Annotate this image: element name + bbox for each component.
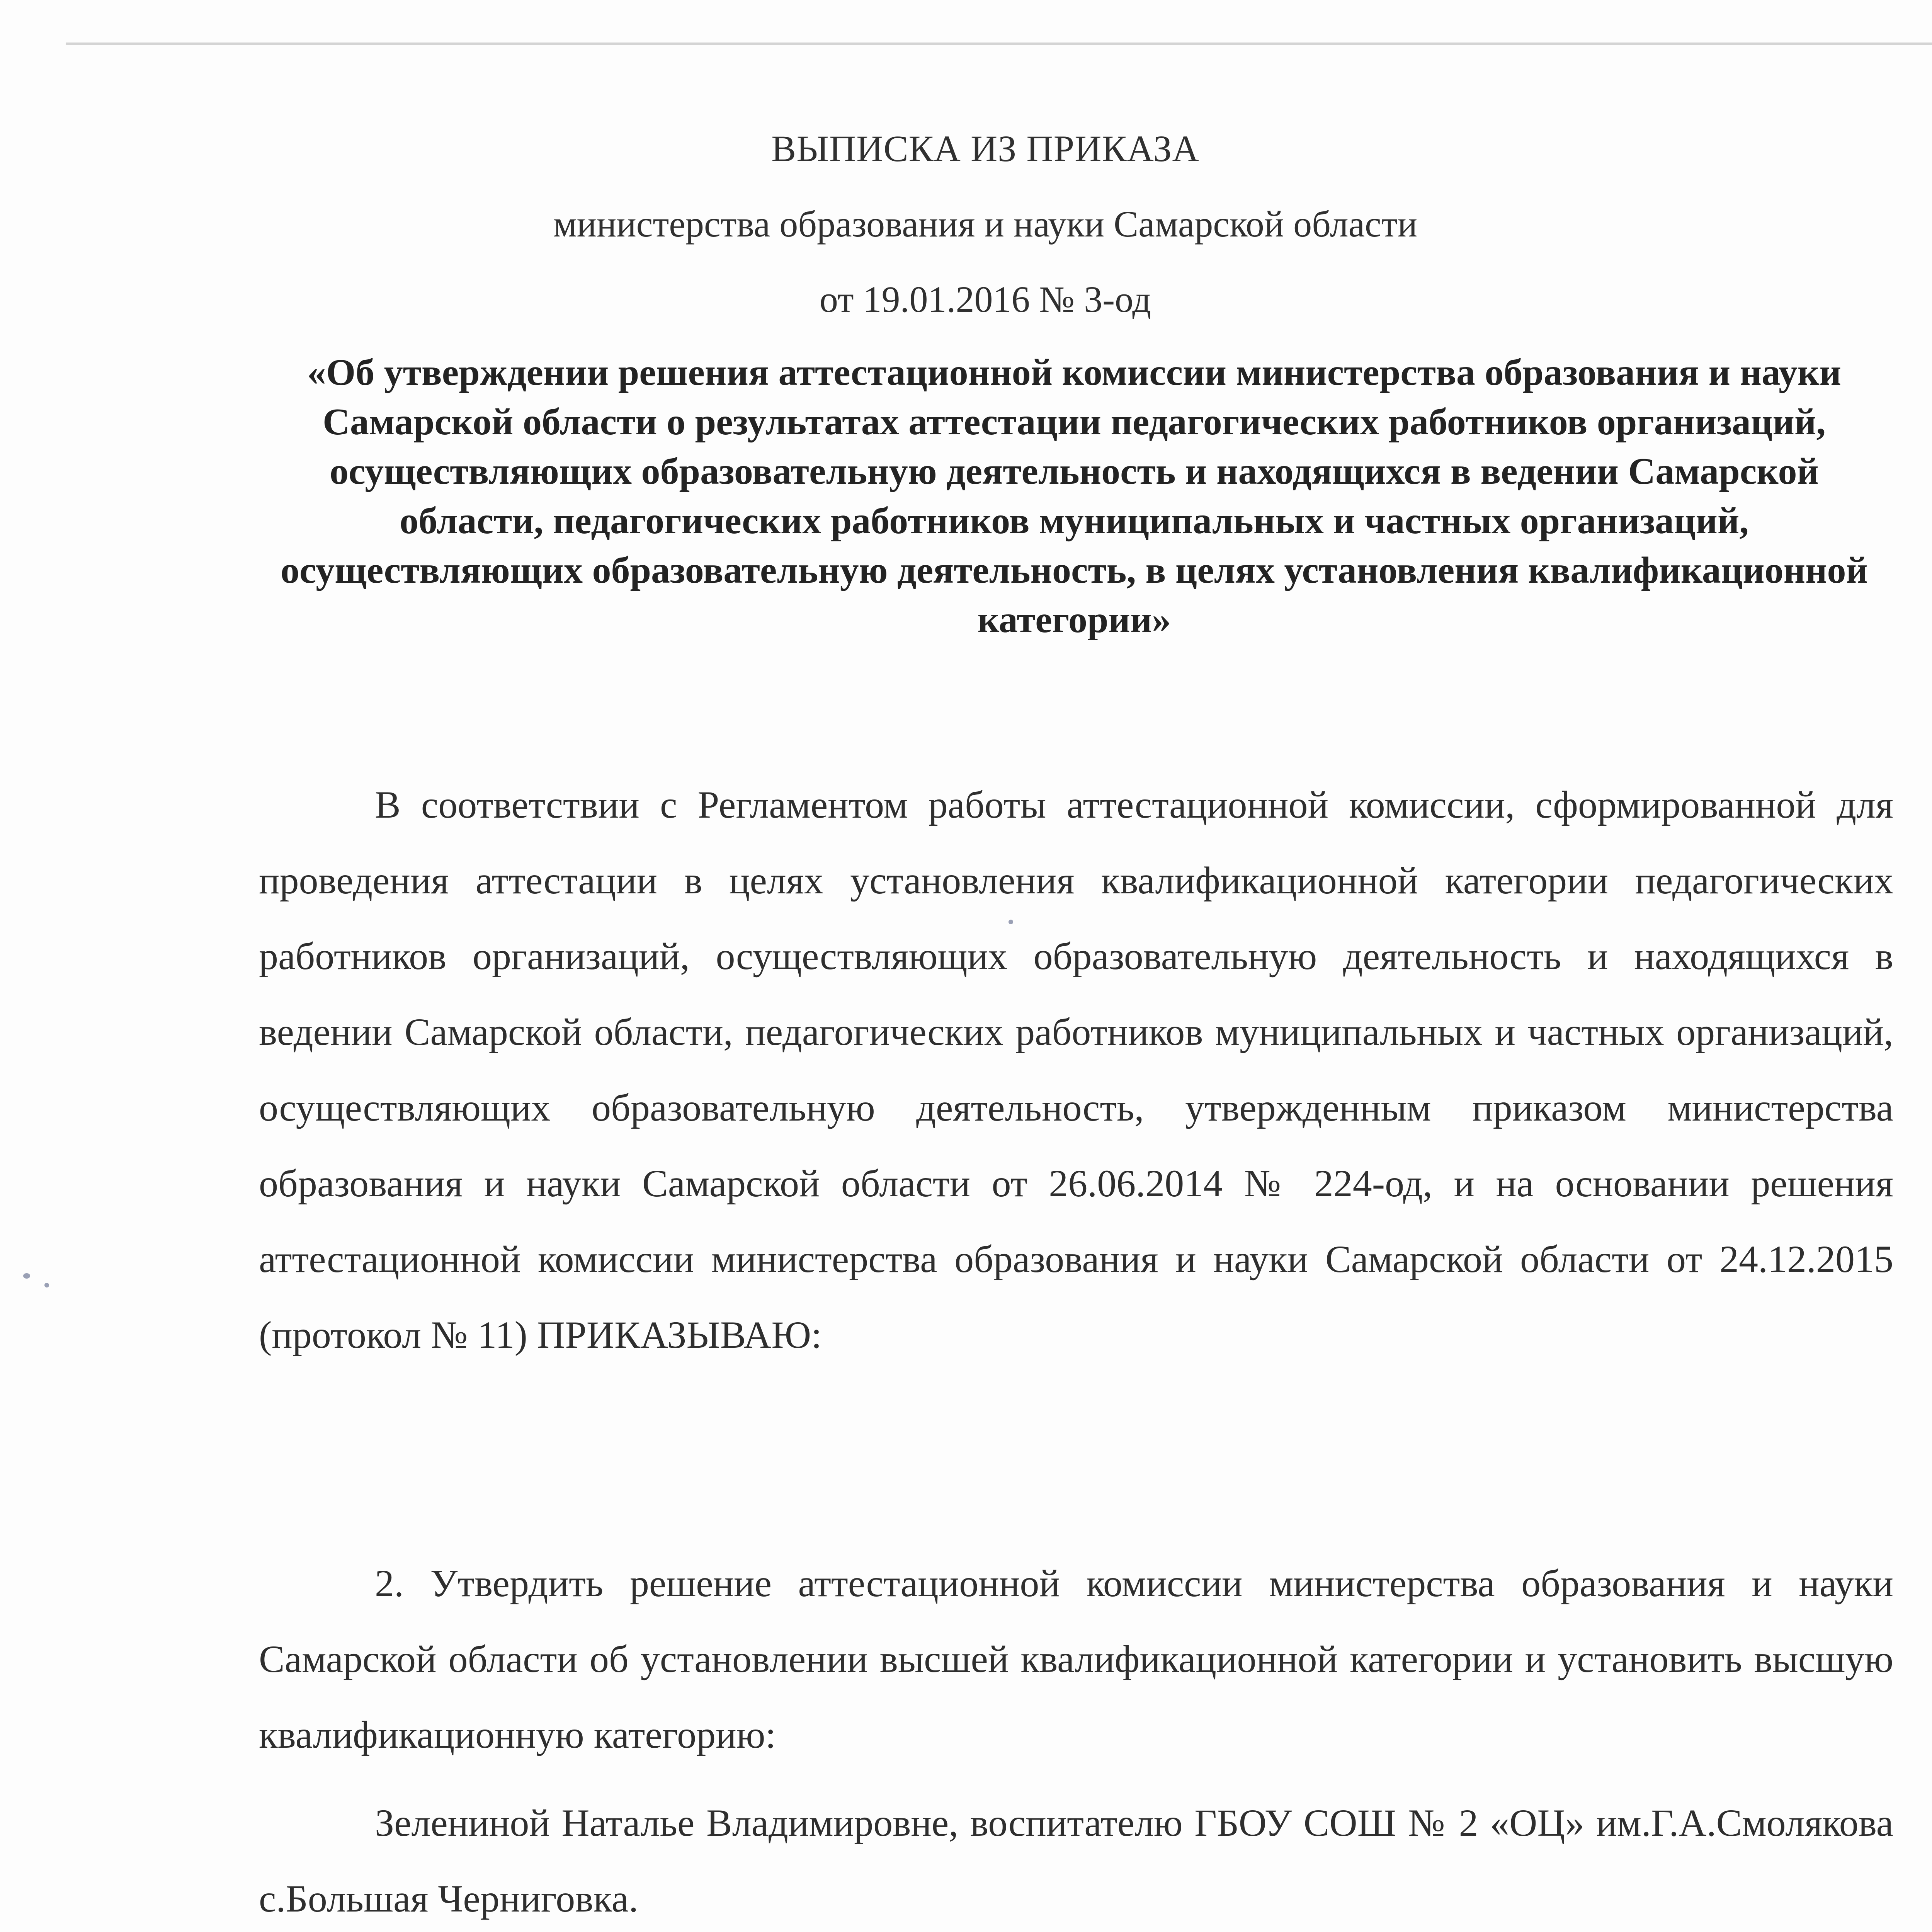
order-date-number: от 19.01.2016 № 3-од — [819, 279, 1151, 320]
person-paragraph: Зелениной Наталье Владимировне, воспитателю ГБОУ СОШ № 2 «ОЦ» им.Г.А.Смолякова с.Большая Черниговка. — [259, 1801, 1893, 1920]
order-subject: «Об утверждении решения аттестационной комиссии министерства образования и науки Самарской области о результатах аттестации педагогических работников организаций, осуществляющих образовательную деятельность и находящихся в ведении Самарской области, педагогических работников муниципальных и частных организаций, осуществляющих образовательную деятельность, в целях установления квалификационной категории» — [280, 352, 1868, 641]
scan-edge-line — [66, 43, 1932, 45]
scan-speck — [44, 1283, 49, 1287]
scan-speck — [1009, 920, 1013, 924]
issuer-line: министерства образования и науки Самарской области — [553, 203, 1418, 245]
scan-speck — [23, 1273, 30, 1279]
order-item-paragraph: 2. Утвердить решение аттестационной комиссии министерства образования и науки Самарской области об установлении высшей квалификационной категории и установить высшую квалификационную категорию: — [259, 1562, 1893, 1756]
preamble-paragraph: В соответствии с Регламентом работы аттестационной комиссии, сформированной для проведения аттестации в целях установления квалификационной категории педагогических работников организаций, осуществляющих образовательную деятельность и находящихся в ведении Самарской области, педагогических работников муниципальных и частных организаций, осуществляющих образовательную деятельность, утвержденным приказом министерства образования и науки Самарской области от 26.06.2014 № 224-од, и на основании решения аттестационной комиссии министерства образования и науки Самарской области от 24.12.2015 (протокол № 11) ПРИКАЗЫВАЮ: — [259, 783, 1893, 1356]
document-title: ВЫПИСКА ИЗ ПРИКАЗА — [771, 128, 1199, 169]
